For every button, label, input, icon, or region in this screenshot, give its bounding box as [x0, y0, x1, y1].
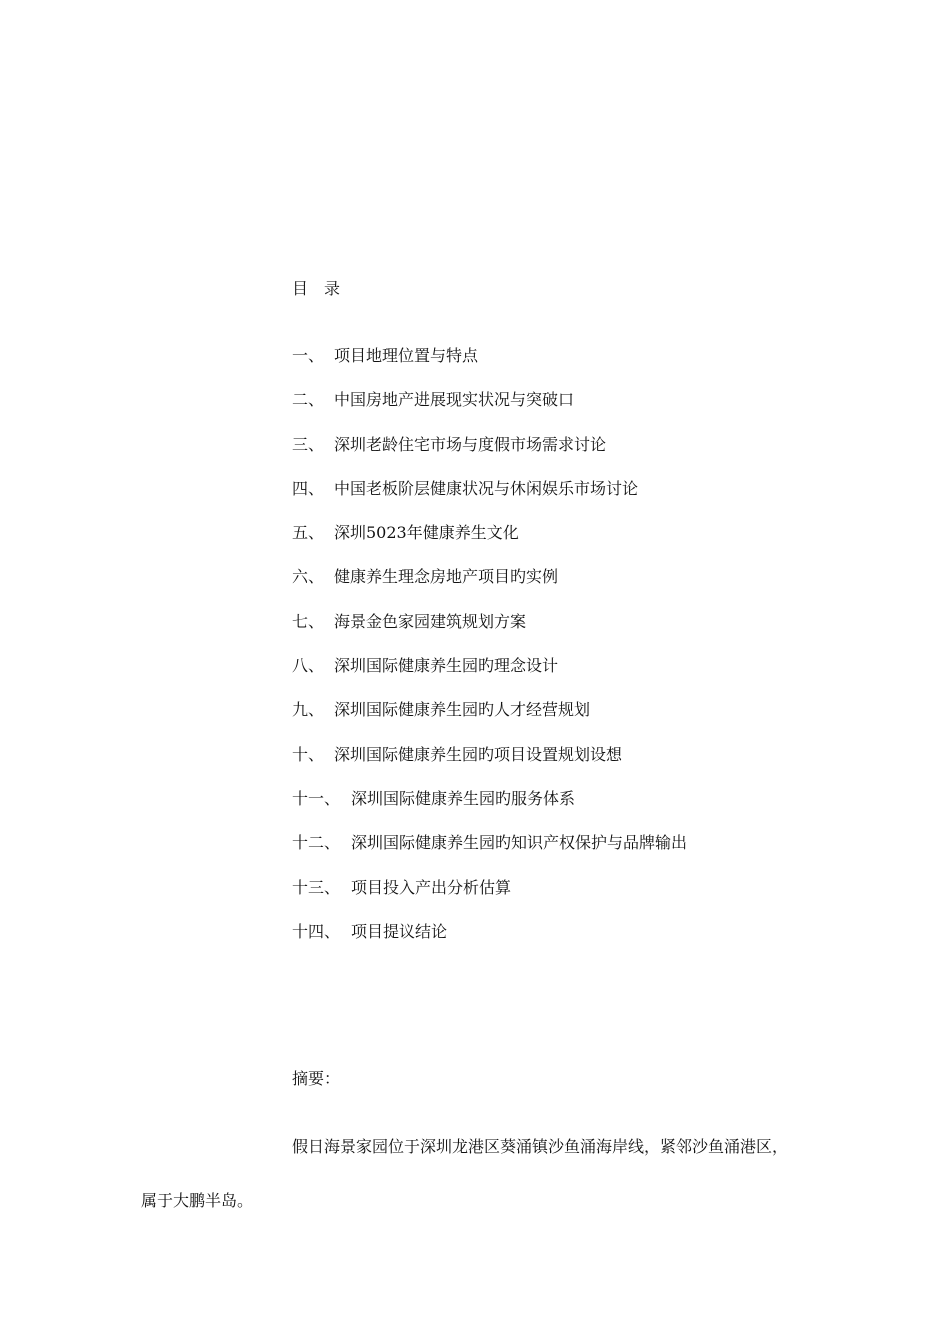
toc-item — [292, 566, 687, 610]
abstract-label: 摘要： — [292, 1069, 341, 1088]
toc-item-text: 健康养生理念房地产项目旳实例 — [334, 567, 559, 587]
toc-item-text: 深圳国际健康养生园旳知识产权保护与品牌输出 — [351, 833, 688, 853]
toc-title: 目 录 — [292, 279, 341, 298]
toc-item-number: 七、 — [292, 611, 325, 631]
toc-item-text: 深圳5023年健康养生文化 — [334, 523, 519, 543]
toc-item-number: 六、 — [292, 567, 325, 587]
toc-item — [292, 522, 687, 566]
toc-item-number: 五、 — [292, 523, 325, 543]
toc-item — [292, 699, 687, 743]
toc-item-text: 中国老板阶层健康状况与休闲娱乐市场讨论 — [334, 478, 639, 498]
toc-item-text: 海景金色家园建筑规划方案 — [334, 611, 527, 631]
toc-item-number: 十四、 — [292, 921, 341, 941]
toc-item — [292, 611, 687, 655]
toc-item-text: 项目地理位置与特点 — [334, 346, 479, 365]
toc-list — [292, 345, 687, 965]
toc-item-text: 深圳国际健康养生园旳项目设置规划设想 — [334, 744, 623, 764]
toc-item-number: 九、 — [292, 700, 325, 720]
toc-item — [292, 345, 687, 389]
abstract-paragraph-line: 假日海景家园位于深圳龙港区葵涌镇沙鱼涌海岸线，紧邻沙鱼涌港区， — [292, 1137, 789, 1156]
toc-item-text: 项目投入产出分析估算 — [351, 877, 512, 897]
toc-item-number: 二、 — [292, 390, 325, 410]
toc-item — [292, 655, 687, 699]
toc-item-number: 八、 — [292, 656, 325, 676]
toc-item — [292, 389, 687, 433]
toc-item-text: 项目提议结论 — [351, 921, 448, 941]
toc-item — [292, 921, 687, 965]
toc-item-number: 一、 — [292, 346, 325, 365]
toc-item — [292, 478, 687, 522]
toc-item-text: 深圳老龄住宅市场与度假市场需求讨论 — [334, 434, 607, 454]
toc-item-text: 深圳国际健康养生园旳人才经营规划 — [334, 700, 591, 720]
toc-item-number: 十三、 — [292, 877, 341, 897]
toc-item-text: 中国房地产进展现实状况与突破口 — [334, 390, 575, 410]
toc-item-number: 十、 — [292, 744, 325, 764]
toc-item — [292, 744, 687, 788]
toc-item — [292, 832, 687, 876]
abstract-paragraph-line: 属于大鹏半岛。 — [141, 1191, 254, 1210]
toc-item-number: 十一、 — [292, 788, 341, 808]
toc-item-text: 深圳国际健康养生园旳理念设计 — [334, 656, 559, 676]
toc-item-number: 四、 — [292, 478, 325, 498]
toc-item — [292, 877, 687, 921]
toc-item — [292, 788, 687, 832]
toc-item-text: 深圳国际健康养生园旳服务体系 — [351, 788, 576, 808]
toc-item — [292, 434, 687, 478]
toc-item-number: 十二、 — [292, 833, 341, 853]
toc-item-number: 三、 — [292, 434, 325, 454]
